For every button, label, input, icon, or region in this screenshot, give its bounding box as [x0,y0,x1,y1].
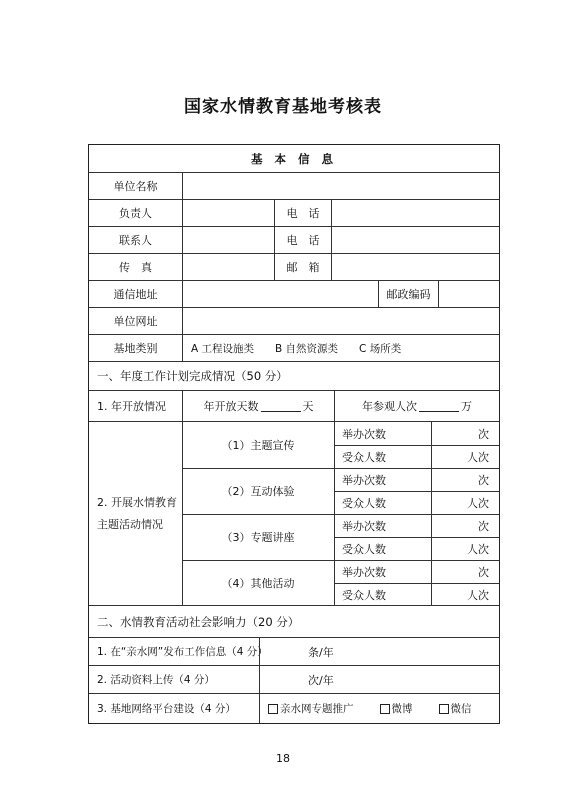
phone2-field[interactable] [331,227,499,253]
weibo-checkbox[interactable] [380,704,390,714]
category-row [89,335,499,362]
unit-name-field[interactable] [182,173,499,199]
promo-checkbox[interactable] [268,704,278,714]
section2-header-row [89,606,499,638]
category-options[interactable]: A 工程设施类 B 自然资源类 C 场所类 [182,335,499,361]
activity-4-people-label: 受众人数 [342,588,386,602]
fax-field[interactable] [182,254,274,280]
phone-field[interactable] [331,200,499,226]
activities-block [89,422,499,606]
address-row [89,281,499,308]
unit-name-row [89,173,499,200]
unit-name-label: 单位名称 [113,180,158,193]
postcode-label: 邮政编码 [378,281,438,307]
item3-label: 3. 基地网络平台建设（4 分） [97,703,236,715]
contact-row [89,227,499,254]
item1-field[interactable] [259,638,499,665]
address-label: 通信地址 [113,288,158,301]
open-days-prefix: 年开放天数 [203,400,259,413]
contact-label: 联系人 [119,234,152,247]
responsible-label: 负责人 [119,207,152,220]
activity-1-count-unit[interactable]: 次 [478,427,489,441]
section1-title: 一、年度工作计划完成情况（50 分） [97,369,288,383]
activity-4-count-label: 举办次数 [342,565,386,579]
postcode-field[interactable] [438,281,499,307]
page-title: 国家水情教育基地考核表 [184,97,382,117]
item2-field[interactable] [259,666,499,693]
item2-unit: 次/年 [308,673,334,687]
activity-3-count-label: 举办次数 [342,519,386,533]
activity-3-count-unit[interactable]: 次 [478,519,489,533]
open-days-cell[interactable] [182,391,334,421]
category-label: 基地类别 [113,342,158,355]
website-label: 单位网址 [113,315,158,328]
basic-info-header: 基 本 信 息 [250,151,337,166]
activity-2-name: （2）互动体验 [221,485,295,498]
section2-title: 二、水情教育活动社会影响力（20 分） [97,614,300,629]
fax-label: 传 真 [119,261,152,274]
contact-field[interactable] [182,227,274,253]
page-number: 18 [276,752,290,765]
email-field[interactable] [331,254,499,280]
activity-3-name: （3）专题讲座 [221,531,295,544]
activity-2-people-label: 受众人数 [342,496,386,510]
basic-info-header-row [89,145,499,173]
item1-unit: 条/年 [308,645,334,659]
activity-3-people-label: 受众人数 [342,542,386,556]
phone-label: 电 话 [274,200,331,226]
activity-1-name: （1）主题宣传 [221,439,295,452]
item3-row [89,694,499,723]
open-days-blank[interactable] [261,401,301,412]
opening-label: 1. 年开放情况 [97,400,166,413]
visitors-prefix: 年参观人次 [362,400,417,413]
responsible-row [89,200,499,227]
website-field[interactable] [182,308,499,334]
activities-label-line2: 主题活动情况 [97,517,163,531]
activity-1-people-unit[interactable]: 人次 [467,450,489,464]
website-row [89,308,499,335]
item1-row [89,638,499,666]
email-label: 邮 箱 [274,254,331,280]
promo-label: 亲水网专题推广 [280,703,354,715]
open-days-unit: 天 [302,400,314,413]
activity-2-count-unit[interactable]: 次 [478,473,489,487]
weibo-label: 微博 [391,703,413,715]
activities-label-line1: 2. 开展水情教育 [97,495,177,509]
activity-2-people-unit[interactable]: 人次 [467,496,489,510]
activity-2-count-label: 举办次数 [342,473,386,487]
wechat-checkbox[interactable] [439,704,449,714]
address-field[interactable] [182,281,378,307]
activity-1-count-label: 举办次数 [342,427,386,441]
assessment-form [88,144,500,724]
section1-header-row [89,362,499,391]
activity-1-people-label: 受众人数 [342,450,386,464]
visitors-cell[interactable] [334,391,499,421]
item2-row [89,666,499,694]
activity-4-count-unit[interactable]: 次 [478,565,489,579]
item2-label: 2. 活动资料上传（4 分） [97,674,215,686]
item1-label: 1. 在“亲水网”发布工作信息（4 分） [97,646,268,658]
activities-label [89,422,182,605]
item3-options [259,694,499,723]
fax-row [89,254,499,281]
visitors-blank[interactable] [419,401,459,412]
activity-4-name: （4）其他活动 [221,577,295,590]
activity-4-people-unit[interactable]: 人次 [467,588,489,602]
wechat-label: 微信 [450,703,472,715]
phone2-label: 电 话 [274,227,331,253]
visitors-unit: 万 [461,400,472,413]
responsible-field[interactable] [182,200,274,226]
activity-3-people-unit[interactable]: 人次 [467,542,489,556]
opening-row [89,391,499,422]
